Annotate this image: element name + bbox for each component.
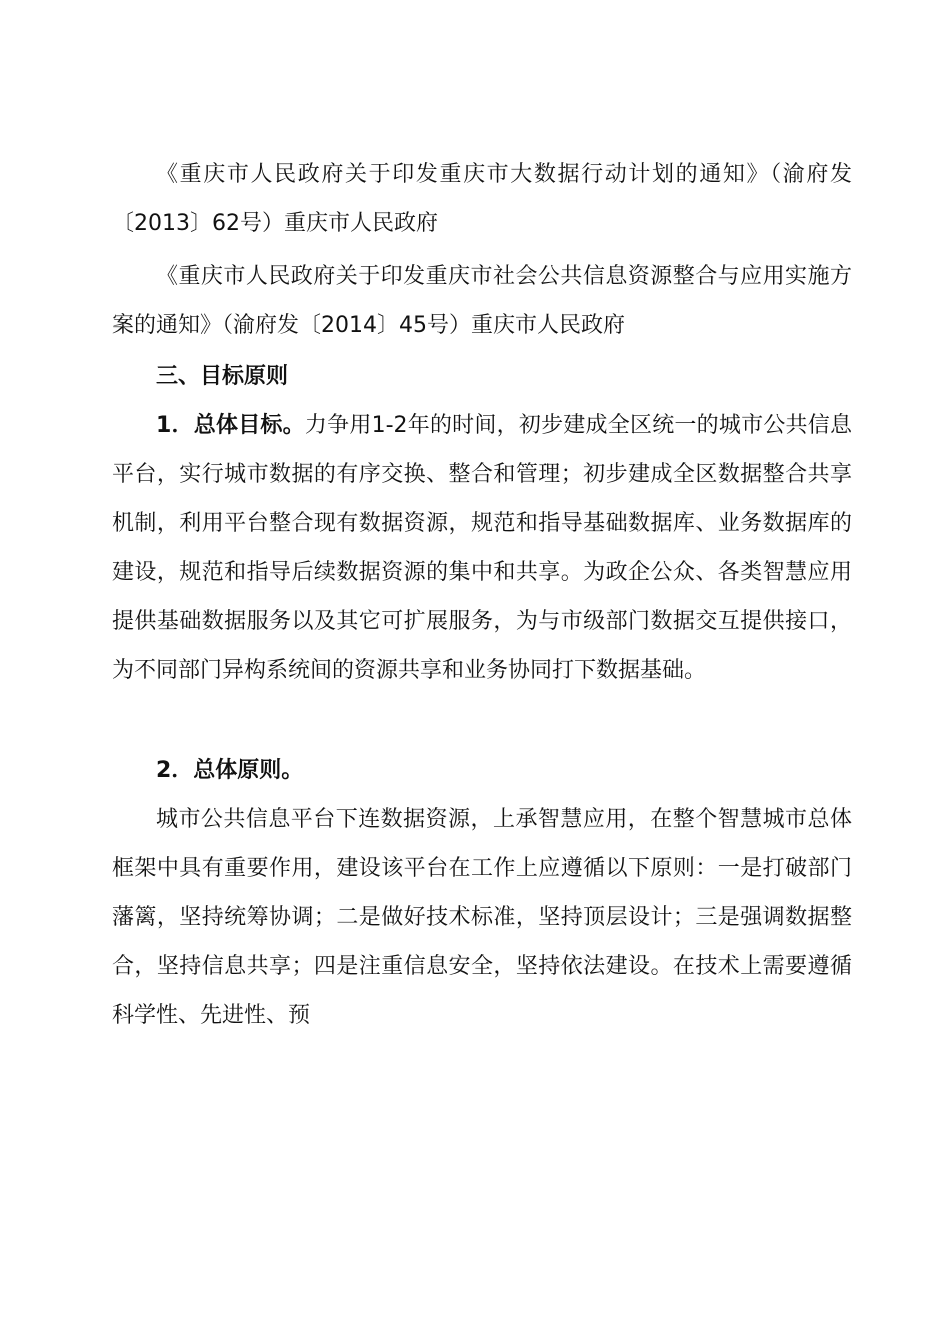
reference-paragraph-2: 《重庆市人民政府关于印发重庆市社会公共信息资源整合与应用实施方案的通知》（渝府发〔2014〕45号）重庆市人民政府: [112, 264, 852, 338]
overall-principle-heading: 2．总体原则。: [156, 758, 304, 783]
overall-principle-paragraph: 城市公共信息平台下连数据资源，上承智慧应用，在整个智慧城市总体框架中具有重要作用，建设该平台在工作上应遵循以下原则：一是打破部门藩篱，坚持统筹协调；二是做好技术标准，坚持顶层设计；三是强调数据整合，坚持信息共享；四是注重信息安全，坚持依法建设。在技术上需要遵循科学性、先进性、预: [112, 807, 852, 1028]
overall-goal-body: 力争用1-2年的时间，初步建成全区统一的城市公共信息平台，实行城市数据的有序交换、整合和管理；初步建成全区数据整合共享机制，利用平台整合现有数据资源，规范和指导基础数据库、业务数据库的建设，规范和指导后续数据资源的集中和共享。为政企公众、各类智慧应用提供基础数据服务以及其它可扩展服务，为与市级部门数据交互提供接口，为不同部门异构系统间的资源共享和业务协同打下数据基础。: [112, 413, 853, 683]
reference-paragraph-1: 《重庆市人民政府关于印发重庆市大数据行动计划的通知》（渝府发〔2013〕62号）重庆市人民政府: [112, 162, 852, 236]
overall-goal-lead: 1．总体目标。: [156, 413, 305, 438]
overall-goal-paragraph: [112, 401, 852, 695]
section-heading: 三、目标原则: [156, 364, 289, 389]
